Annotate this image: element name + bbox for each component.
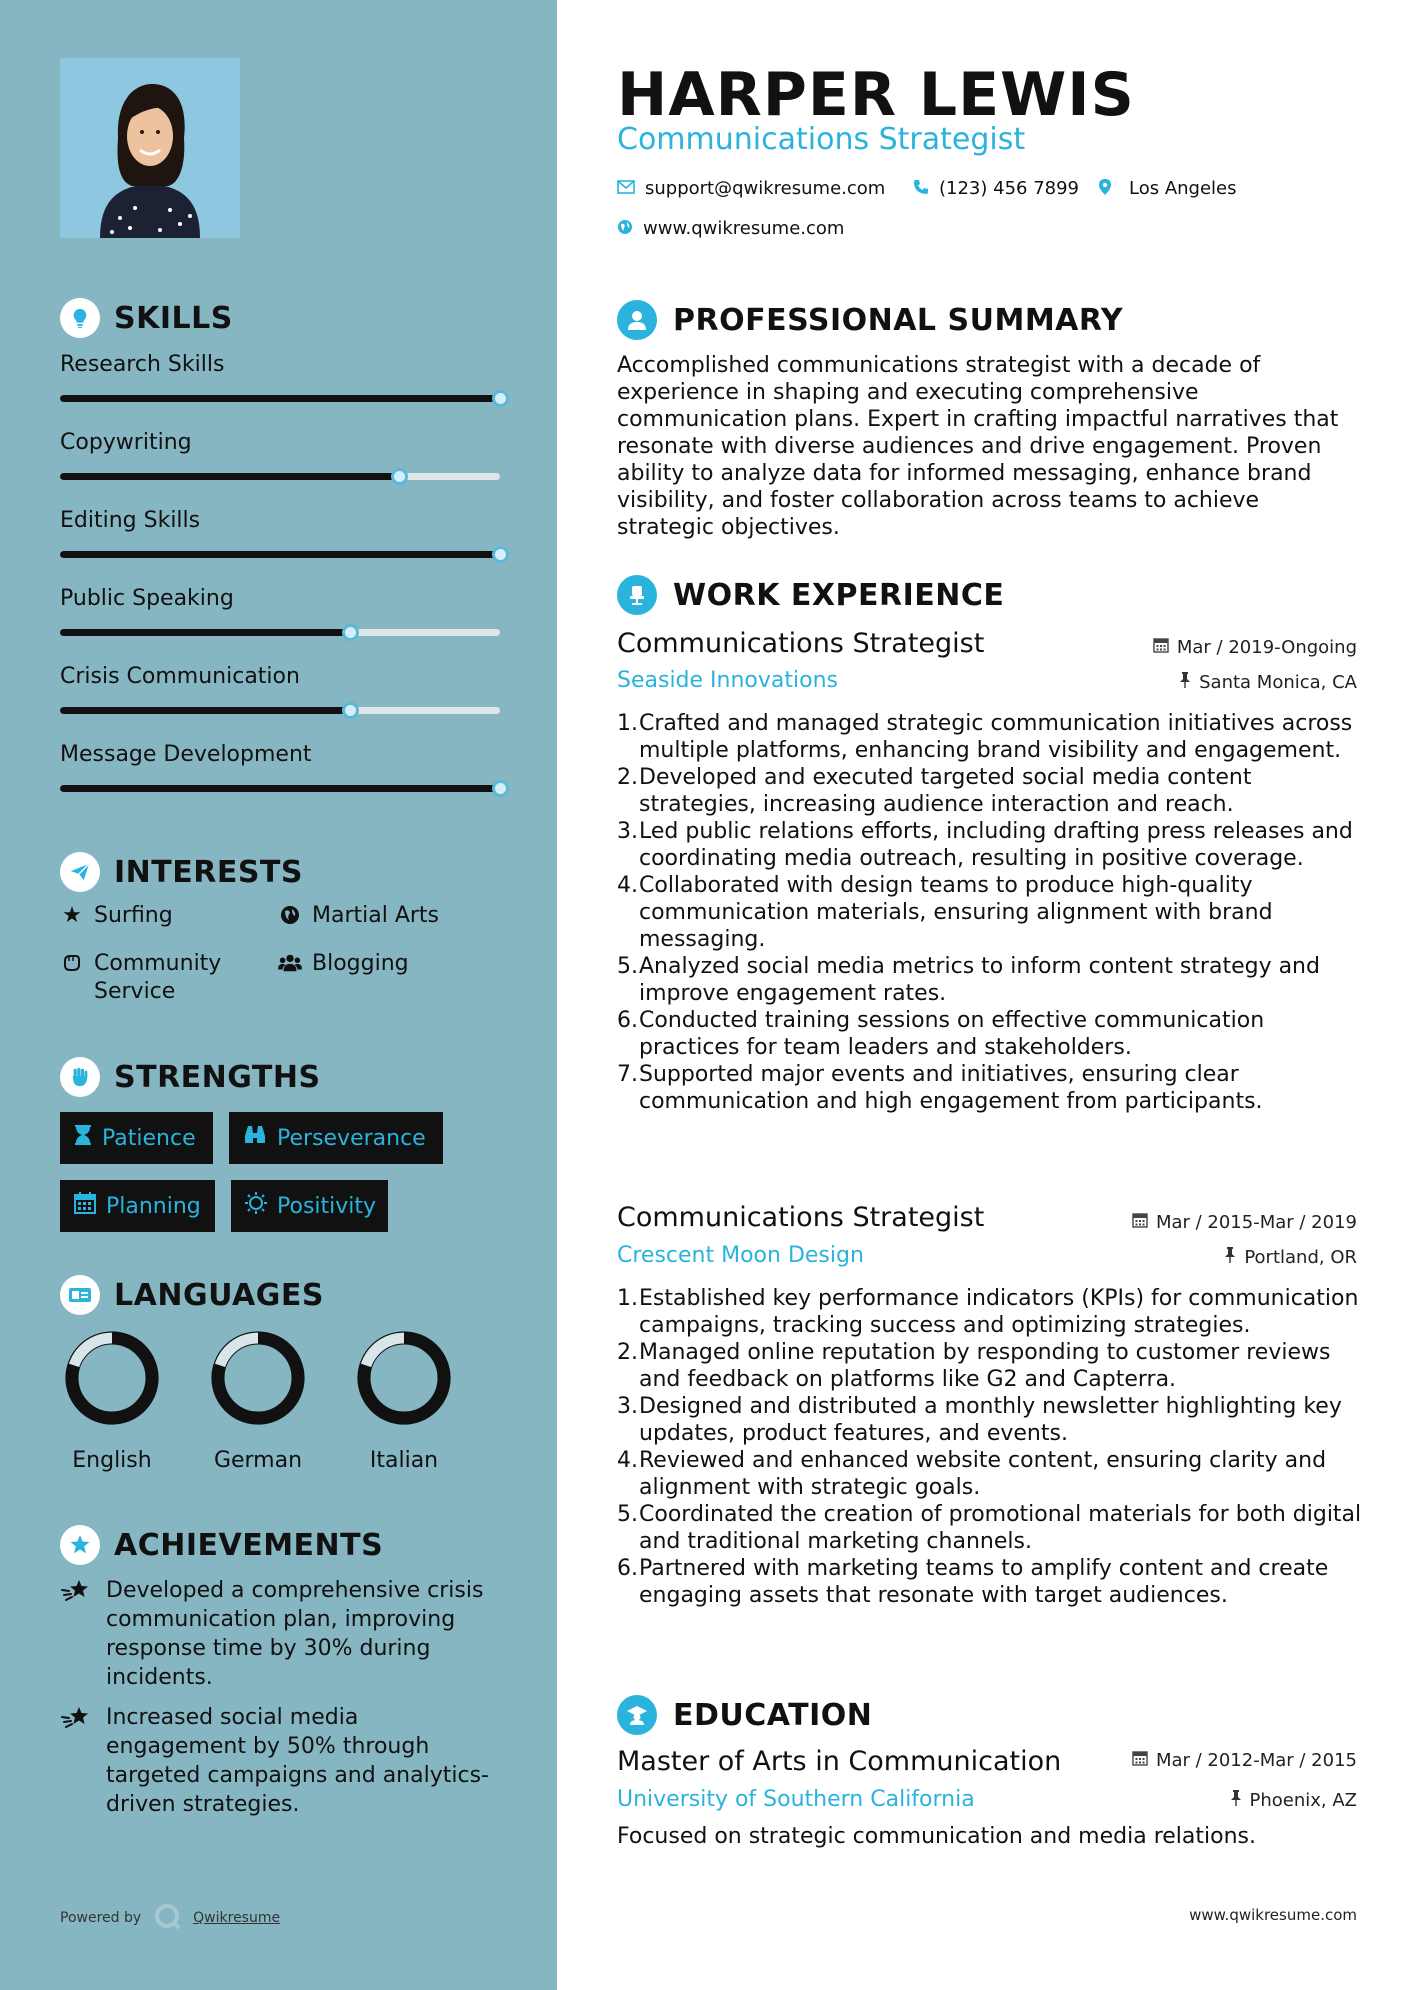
summary-heading — [617, 300, 1123, 340]
language-level-ring — [356, 1330, 452, 1426]
education-location — [1230, 1790, 1358, 1811]
website-text: www.qwikresume.com — [643, 218, 845, 239]
job-dates — [1153, 637, 1357, 658]
section-title: EDUCATION — [673, 1697, 873, 1733]
strength-badge — [60, 1180, 215, 1232]
calendar-icon — [1132, 1212, 1148, 1233]
user-icon — [617, 300, 657, 340]
binoculars-icon — [243, 1125, 267, 1151]
candidate-name: HARPER LEWIS — [617, 60, 1135, 130]
skill-bar — [60, 707, 500, 714]
sidebar — [0, 0, 557, 1990]
education-dates-text: Mar / 2012-Mar / 2015 — [1155, 1750, 1357, 1771]
job-bullet: 3. Led public relations efforts, including drafting press releases and coordinating media outreach, resulting in positive coverage. — [617, 819, 1353, 871]
strength-badge — [60, 1112, 213, 1164]
skill-crisis-communication — [60, 664, 500, 714]
profile-photo — [60, 58, 240, 238]
fist-icon — [60, 1057, 100, 1097]
job-bullet: 1. Crafted and managed strategic communication initiatives across multiple platforms, enhancing brand visibility and engagement. — [617, 711, 1353, 763]
job-bullet: 2. Developed and executed targeted social media content strategies, increasing audience interaction and reach. — [617, 765, 1252, 817]
section-title: STRENGTHS — [114, 1059, 321, 1095]
hand-icon — [60, 950, 84, 1006]
hourglass-icon — [74, 1124, 92, 1152]
interest-community-service — [60, 950, 221, 1006]
strength-badge — [231, 1180, 388, 1232]
interest-surfing — [60, 902, 173, 930]
achievements-heading — [60, 1525, 383, 1565]
language-level-ring — [64, 1330, 160, 1426]
achievement-text: Developed a comprehensive crisis communication plan, improving response time by 30% during incidents. — [106, 1578, 484, 1690]
job-bullet: 6. Conducted training sessions on effective communication practices for team leaders and stakeholders. — [617, 1008, 1265, 1060]
email-text: support@qwikresume.com — [645, 178, 886, 199]
graduate-icon — [617, 1695, 657, 1735]
job-dates-text: Mar / 2015-Mar / 2019 — [1155, 1212, 1357, 1233]
skill-label: Message Development — [60, 742, 312, 767]
skill-label: Crisis Communication — [60, 664, 300, 689]
experience-heading — [617, 575, 1004, 615]
skill-editing — [60, 508, 500, 558]
job-dates-text: Mar / 2019-Ongoing — [1176, 637, 1357, 658]
skill-bar — [60, 629, 500, 636]
skill-bar — [60, 785, 500, 792]
phone-icon — [913, 179, 929, 199]
skills-heading — [60, 298, 233, 338]
powered-by-label: Powered by — [60, 1910, 142, 1926]
job-bullets — [617, 1285, 1362, 1609]
section-title: SKILLS — [114, 300, 233, 336]
pushpin-icon — [1179, 672, 1191, 693]
pushpin-icon — [1230, 1790, 1242, 1811]
skill-bar — [60, 473, 500, 480]
job-company: Seaside Innovations — [617, 668, 838, 693]
calendar-icon — [1132, 1750, 1148, 1771]
education-description: Focused on strategic communication and media relations. — [617, 1824, 1256, 1849]
interest-label: Community Service — [94, 951, 222, 1004]
language-italian — [344, 1330, 464, 1473]
strength-label: Positivity — [277, 1193, 377, 1219]
interest-label: Martial Arts — [312, 903, 440, 928]
strength-label: Perseverance — [277, 1125, 426, 1151]
candidate-role: Communications Strategist — [617, 122, 1026, 157]
summary-text: Accomplished communications strategist with a decade of experience in shaping and executing comprehensive communication plans. Expert in crafting impactful narratives that resonate with diverse audiences and drive engagement. Proven ability to analyze data for informed messaging, enhance brand visibility, and foster collaboration across teams to achieve strategic objectives. — [617, 353, 1339, 540]
qwikresume-logo-icon — [153, 1902, 181, 1934]
powered-by — [60, 1902, 280, 1934]
skill-label: Research Skills — [60, 352, 225, 377]
lightbulb-icon — [60, 298, 100, 338]
skill-label: Editing Skills — [60, 508, 201, 533]
job-bullet: 4. Collaborated with design teams to produce high-quality communication materials, ensuring alignment with brand messaging. — [617, 873, 1273, 952]
paper-plane-icon — [60, 852, 100, 892]
language-label: English — [72, 1448, 152, 1473]
sun-icon — [245, 1192, 267, 1220]
job-location — [1224, 1247, 1357, 1268]
skill-bar — [60, 395, 500, 402]
section-title: PROFESSIONAL SUMMARY — [673, 302, 1124, 338]
skill-public-speaking — [60, 586, 500, 636]
skill-message-development — [60, 742, 500, 792]
section-title: WORK EXPERIENCE — [673, 577, 1005, 613]
job-bullet: 5. Analyzed social media metrics to inform content strategy and improve engagement rates. — [617, 954, 1320, 1006]
section-title: LANGUAGES — [114, 1277, 324, 1313]
job-title: Communications Strategist — [617, 1202, 985, 1233]
contact-phone[interactable] — [913, 178, 1079, 199]
strength-badge — [229, 1112, 443, 1164]
job-bullet: 1. Established key performance indicators (KPIs) for communication campaigns, tracking success and optimizing strategies. — [617, 1286, 1359, 1338]
phone-text: (123) 456 7899 — [939, 178, 1080, 199]
map-pin-icon — [1099, 179, 1111, 199]
contact-location — [1099, 178, 1237, 199]
strength-label: Planning — [106, 1193, 201, 1219]
users-icon — [278, 950, 302, 978]
skill-label: Copywriting — [60, 430, 192, 455]
education-dates — [1132, 1750, 1357, 1771]
contact-email[interactable] — [617, 178, 885, 199]
job-bullet: 2. Managed online reputation by responding to customer reviews and feedback on platforms like G2 and Capterra. — [617, 1340, 1331, 1392]
star-icon: ★ — [62, 903, 82, 928]
job-dates — [1132, 1212, 1357, 1233]
contact-website[interactable] — [617, 218, 844, 239]
job-location — [1179, 672, 1357, 693]
qwikresume-link[interactable]: Qwikresume — [193, 1910, 281, 1926]
strengths-heading — [60, 1057, 321, 1097]
location-text: Los Angeles — [1129, 178, 1237, 199]
language-label: German — [213, 1448, 303, 1473]
education-location-text: Phoenix, AZ — [1249, 1790, 1357, 1811]
calendar-icon — [1153, 637, 1169, 658]
skill-bar — [60, 551, 500, 558]
job-bullet: 4. Reviewed and enhanced website content, ensuring clarity and alignment with strategic goals. — [617, 1448, 1327, 1500]
language-card-icon — [60, 1275, 100, 1315]
pushpin-icon — [1224, 1247, 1236, 1268]
language-level-ring — [210, 1330, 306, 1426]
job-bullet: 6. Partnered with marketing teams to amplify content and create engaging assets that resonate with target audiences. — [617, 1556, 1329, 1608]
job-location-text: Santa Monica, CA — [1199, 672, 1357, 693]
language-german — [198, 1330, 318, 1473]
interest-label: Blogging — [312, 951, 409, 976]
footer-url[interactable]: www.qwikresume.com — [1189, 1906, 1357, 1924]
interest-martial-arts — [278, 902, 439, 930]
section-title: ACHIEVEMENTS — [114, 1527, 384, 1563]
strength-label: Patience — [102, 1125, 196, 1151]
job-bullet: 3. Designed and distributed a monthly newsletter highlighting key updates, product features, and events. — [617, 1394, 1342, 1446]
job-location-text: Portland, OR — [1244, 1247, 1357, 1268]
job-bullet: 7. Supported major events and initiatives, ensuring clear communication and high engagement from participants. — [617, 1062, 1263, 1114]
languages-heading — [60, 1275, 324, 1315]
job-company: Crescent Moon Design — [617, 1243, 864, 1268]
trophy-star-icon — [60, 1525, 100, 1565]
shooting-star-icon — [60, 1703, 94, 1819]
skill-copywriting — [60, 430, 500, 480]
achievement-text: Increased social media engagement by 50% through targeted campaigns and analytics-driven strategies. — [106, 1705, 489, 1817]
envelope-icon — [617, 179, 635, 198]
school-name: University of Southern California — [617, 1787, 975, 1812]
job-title: Communications Strategist — [617, 628, 985, 659]
section-title: INTERESTS — [114, 854, 303, 890]
job-bullets — [617, 710, 1362, 1115]
skill-label: Public Speaking — [60, 586, 234, 611]
interest-label: Surfing — [94, 903, 173, 928]
chair-icon — [617, 575, 657, 615]
degree-title: Master of Arts in Communication — [617, 1746, 1062, 1777]
language-label: Italian — [369, 1448, 439, 1473]
skill-research — [60, 352, 500, 402]
job-bullet: 5. Coordinated the creation of promotional materials for both digital and traditional marketing channels. — [617, 1502, 1362, 1554]
language-english — [52, 1330, 172, 1473]
globe-icon — [617, 219, 633, 239]
main-content — [557, 0, 1407, 1990]
interests-heading — [60, 852, 303, 892]
achievement-item — [60, 1576, 500, 1692]
shooting-star-icon — [60, 1576, 94, 1692]
globe-icon — [278, 902, 302, 930]
achievement-item — [60, 1703, 500, 1819]
interest-blogging — [278, 950, 409, 978]
calendar-icon — [74, 1192, 96, 1220]
education-heading — [617, 1695, 872, 1735]
